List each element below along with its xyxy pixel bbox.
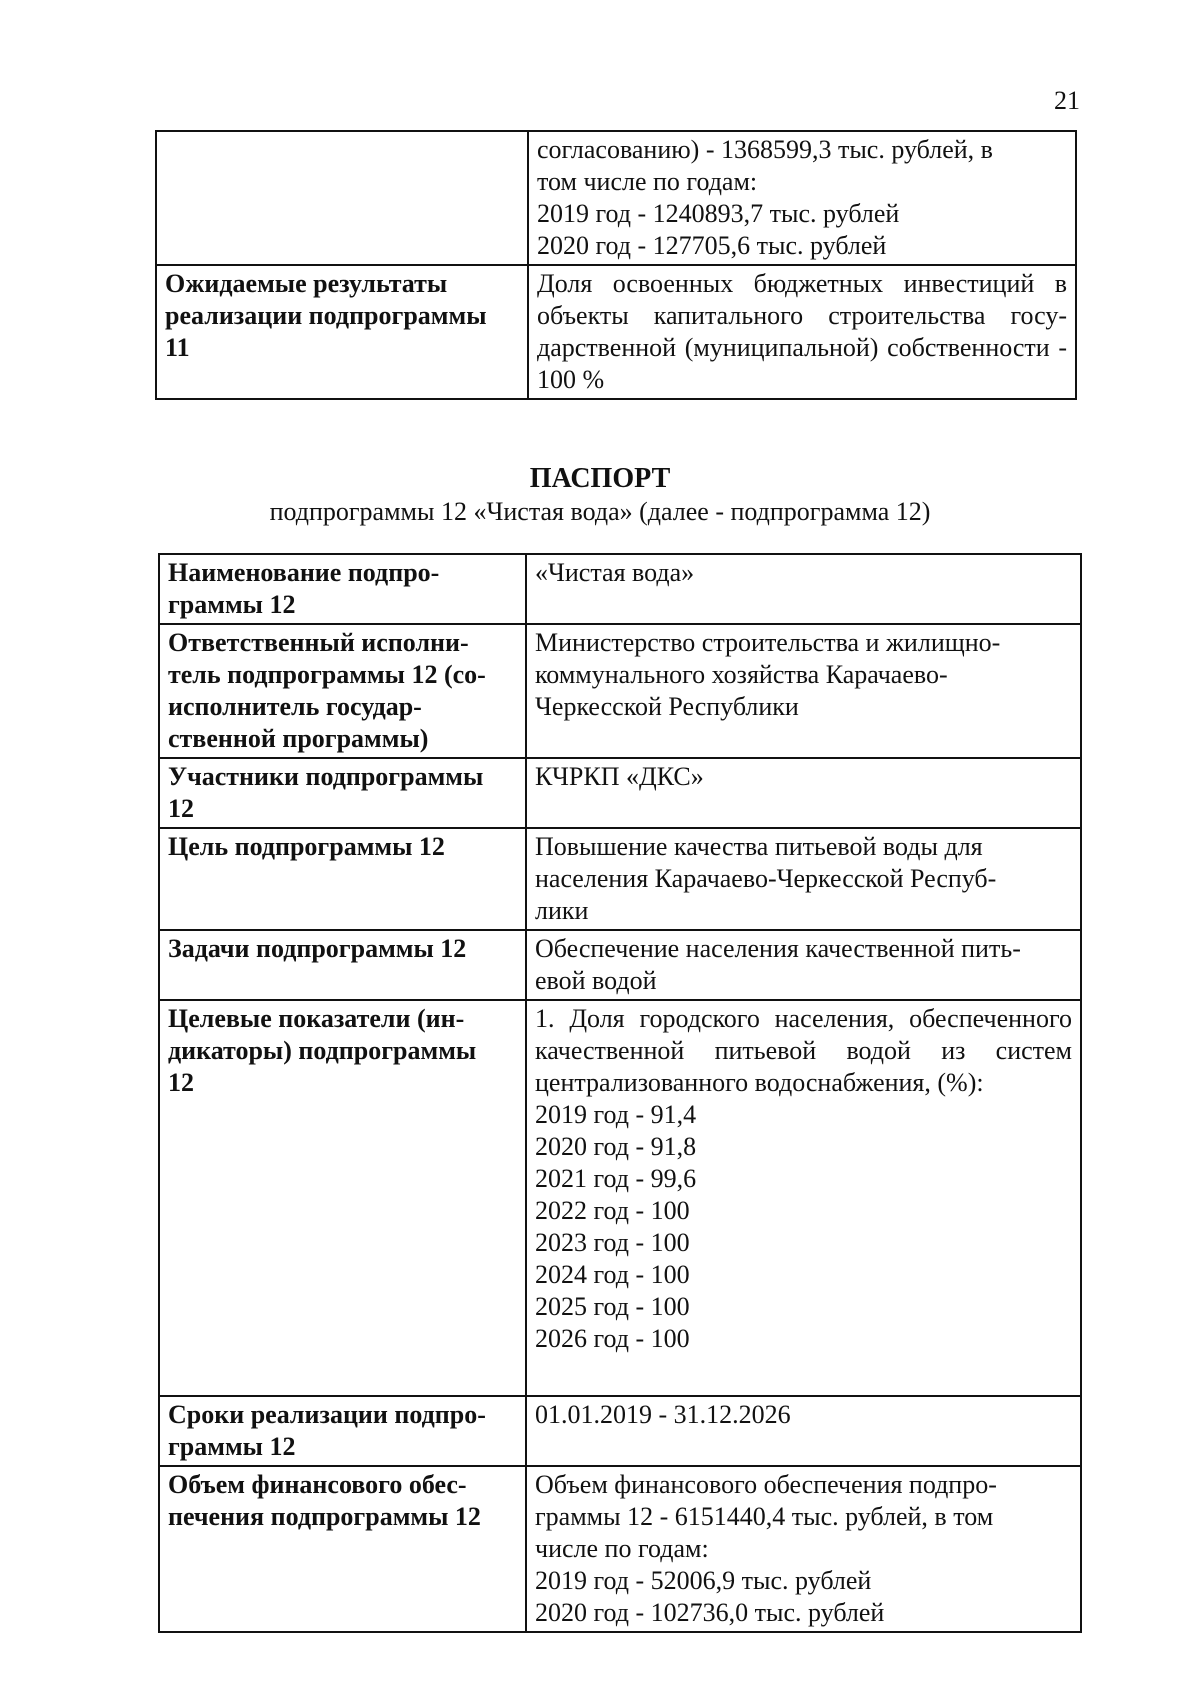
row-label-cell: [159, 930, 526, 1000]
row-value-cell: Доля освоенных бюджетных инвестиций в объекты капитального строительства государственной (муниципальной) собственности - 100 %: [528, 265, 1076, 399]
row-value-cell: [526, 828, 1081, 930]
row-label-cell: [159, 828, 526, 930]
passport-title: ПАСПОРТ: [529, 463, 671, 494]
value-line: 2020 год - 127705,6 тыс. рублей: [537, 231, 887, 260]
value-line: 2021 год - 99,6: [535, 1164, 697, 1193]
value-line: 2025 год - 100: [535, 1292, 690, 1321]
row-value-cell: [526, 624, 1081, 758]
table-row: [159, 1396, 1081, 1466]
passport-subtitle: подпрограммы 12 «Чистая вода» (далее - подпрограмма 12): [269, 497, 931, 526]
row-value-cell: [526, 1000, 1081, 1396]
row-value-cell: [528, 131, 1076, 265]
row-label-cell: [159, 624, 526, 758]
label-line: тель подпрограммы 12 (со-: [168, 660, 486, 689]
label-line: Целевые показатели (ин-: [168, 1004, 465, 1033]
table-row: [159, 828, 1081, 930]
row-value-cell: [526, 554, 1081, 624]
row-label-cell: [159, 1396, 526, 1466]
value-line: 2019 год - 52006,9 тыс. рублей: [535, 1566, 872, 1595]
value-line: согласованию) - 1368599,3 тыс. рублей, в: [537, 135, 993, 164]
value-line: 2024 год - 100: [535, 1260, 690, 1289]
row-label-cell: [159, 1466, 526, 1632]
value-line: КЧРКП «ДКС»: [535, 762, 704, 791]
value-line: 2020 год - 102736,0 тыс. рублей: [535, 1598, 885, 1627]
value-line: лики: [535, 896, 589, 925]
label-line: 12: [168, 794, 194, 823]
label-line: Объем финансового обес-: [168, 1470, 467, 1499]
passport-table: [158, 553, 1082, 1633]
row-value-cell: [526, 1466, 1081, 1632]
value-line: граммы 12 - 6151440,4 тыс. рублей, в том: [535, 1502, 994, 1531]
value-line: 2026 год - 100: [535, 1324, 690, 1353]
value-line: коммунального хозяйства Карачаево-: [535, 660, 948, 689]
label-line: Ожидаемые результаты: [165, 269, 448, 298]
table-row: [159, 1000, 1081, 1396]
value-line: 2023 год - 100: [535, 1228, 690, 1257]
label-line: Задачи подпрограммы 12: [168, 934, 467, 963]
label-line: дикаторы) подпрограммы: [168, 1036, 477, 1065]
value-line: Повышение качества питьевой воды для: [535, 832, 983, 861]
value-line: числе по годам:: [535, 1534, 709, 1563]
row-label-cell: [159, 1000, 526, 1396]
label-line: Участники подпрограммы: [168, 762, 484, 791]
row-label-cell: [159, 554, 526, 624]
label-line: граммы 12: [168, 1432, 296, 1461]
table-row: [159, 1466, 1081, 1632]
value-line: том числе по годам:: [537, 167, 758, 196]
row-label-cell: [156, 131, 528, 265]
indicator-text: 1. Доля городского населения, обеспеченного качественной питьевой водой из систем централизованного водоснабжения, (%):: [535, 1004, 1072, 1097]
row-value-cell: [526, 1396, 1081, 1466]
label-line: граммы 12: [168, 590, 296, 619]
value-line: Министерство строительства и жилищно-: [535, 628, 1001, 657]
label-line: ственной программы): [168, 724, 429, 753]
table-row: [159, 554, 1081, 624]
label-line: Ответственный исполни-: [168, 628, 469, 657]
table-row: [159, 758, 1081, 828]
value-line: Обеспечение населения качественной пить-: [535, 934, 1021, 963]
top-table: [155, 130, 1077, 400]
row-value-cell: [526, 930, 1081, 1000]
row-label-cell: [156, 265, 528, 399]
value-line: Объем финансового обеспечения подпро-: [535, 1470, 997, 1499]
table-row: [156, 131, 1076, 265]
row-label-cell: [159, 758, 526, 828]
label-line: 11: [165, 333, 190, 362]
label-line: Наименование подпро-: [168, 558, 440, 587]
value-line: 2019 год - 91,4: [535, 1100, 697, 1129]
value-line: евой водой: [535, 966, 657, 995]
label-line: Цель подпрограммы 12: [168, 832, 445, 861]
table-row: [156, 265, 1076, 399]
page-number: 21: [1054, 86, 1080, 115]
label-line: Сроки реализации подпро-: [168, 1400, 486, 1429]
label-line: печения подпрограммы 12: [168, 1502, 481, 1531]
label-line: исполнитель государ-: [168, 692, 422, 721]
label-line: реализации подпрограммы: [165, 301, 487, 330]
value-line: 2020 год - 91,8: [535, 1132, 697, 1161]
table-row: [159, 930, 1081, 1000]
table-row: [159, 624, 1081, 758]
value-line: 2019 год - 1240893,7 тыс. рублей: [537, 199, 900, 228]
label-line: 12: [168, 1068, 194, 1097]
value-line: 01.01.2019 - 31.12.2026: [535, 1400, 791, 1429]
value-line: «Чистая вода»: [535, 558, 695, 587]
row-value-cell: [526, 758, 1081, 828]
value-line: 2022 год - 100: [535, 1196, 690, 1225]
value-line: Черкесской Республики: [535, 692, 799, 721]
value-line: населения Карачаево-Черкесской Респуб-: [535, 864, 997, 893]
